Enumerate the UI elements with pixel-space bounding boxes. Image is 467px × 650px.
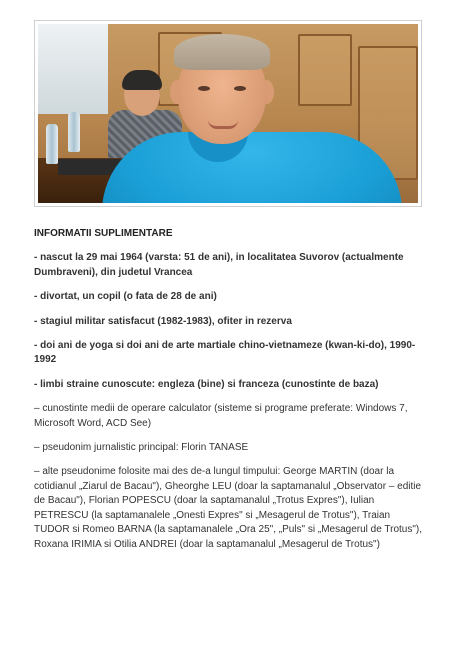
info-item: - divortat, un copil (o fata de 28 de ani)	[34, 291, 217, 303]
section-title: INFORMATII SUPLIMENTARE	[34, 228, 173, 239]
info-item: – alte pseudonime folosite mai des de-a lungul timpului: George MARTIN (doar la cotidianul „Ziarul de Bacau"), Gheorghe LEU (doar la saptamanalul „Observator – editie de Bacau"), Florian POPESCU (doar la saptamanalul „Trotus Expres"), Iulian PETRESCU (la saptamanalele „Onesti Expres" si „Mesagerul de Trotus"), Traian TUDOR si Romeo BARNA (la saptamanalele „Ora 25", „Puls" si „Mesagerul de Trotus"), Roxana IRIMIA si Otilia ANDREI (doar la saptamanalul „Mesagerul de Trotus")	[34, 466, 423, 550]
article-content	[34, 227, 424, 562]
photo-man-shirt	[102, 132, 402, 203]
info-item: - stagiul militar satisfacut (1982-1983), ofiter in rezerva	[34, 315, 292, 327]
photo-man-hair	[174, 34, 270, 70]
photo-bottle	[68, 112, 80, 152]
photo-wall-panel	[298, 34, 352, 106]
profile-photo	[38, 24, 418, 203]
photo-bottle	[46, 124, 58, 164]
profile-photo-frame	[34, 20, 422, 207]
info-item: – cunostinte medii de operare calculator (sisteme si programe preferate: Windows 7, Microsoft Word, ACD See)	[34, 403, 408, 429]
photo-man-mouth	[208, 120, 238, 129]
photo-window	[38, 24, 108, 114]
photo-man-eye	[198, 86, 210, 91]
info-item: - limbi straine cunoscute: engleza (bine) si franceza (cunostinte de baza)	[34, 378, 379, 390]
info-item: – pseudonim jurnalistic principal: Florin TANASE	[34, 442, 249, 454]
info-item: - nascut la 29 mai 1964 (varsta: 51 de ani), in localitatea Suvorov (actualmente Dumbraveni), din judetul Vrancea	[34, 252, 404, 278]
info-item: - doi ani de yoga si doi ani de arte martiale chino-vietnameze (kwan-ki-do), 1990-1992	[34, 340, 416, 366]
photo-man-eye	[234, 86, 246, 91]
